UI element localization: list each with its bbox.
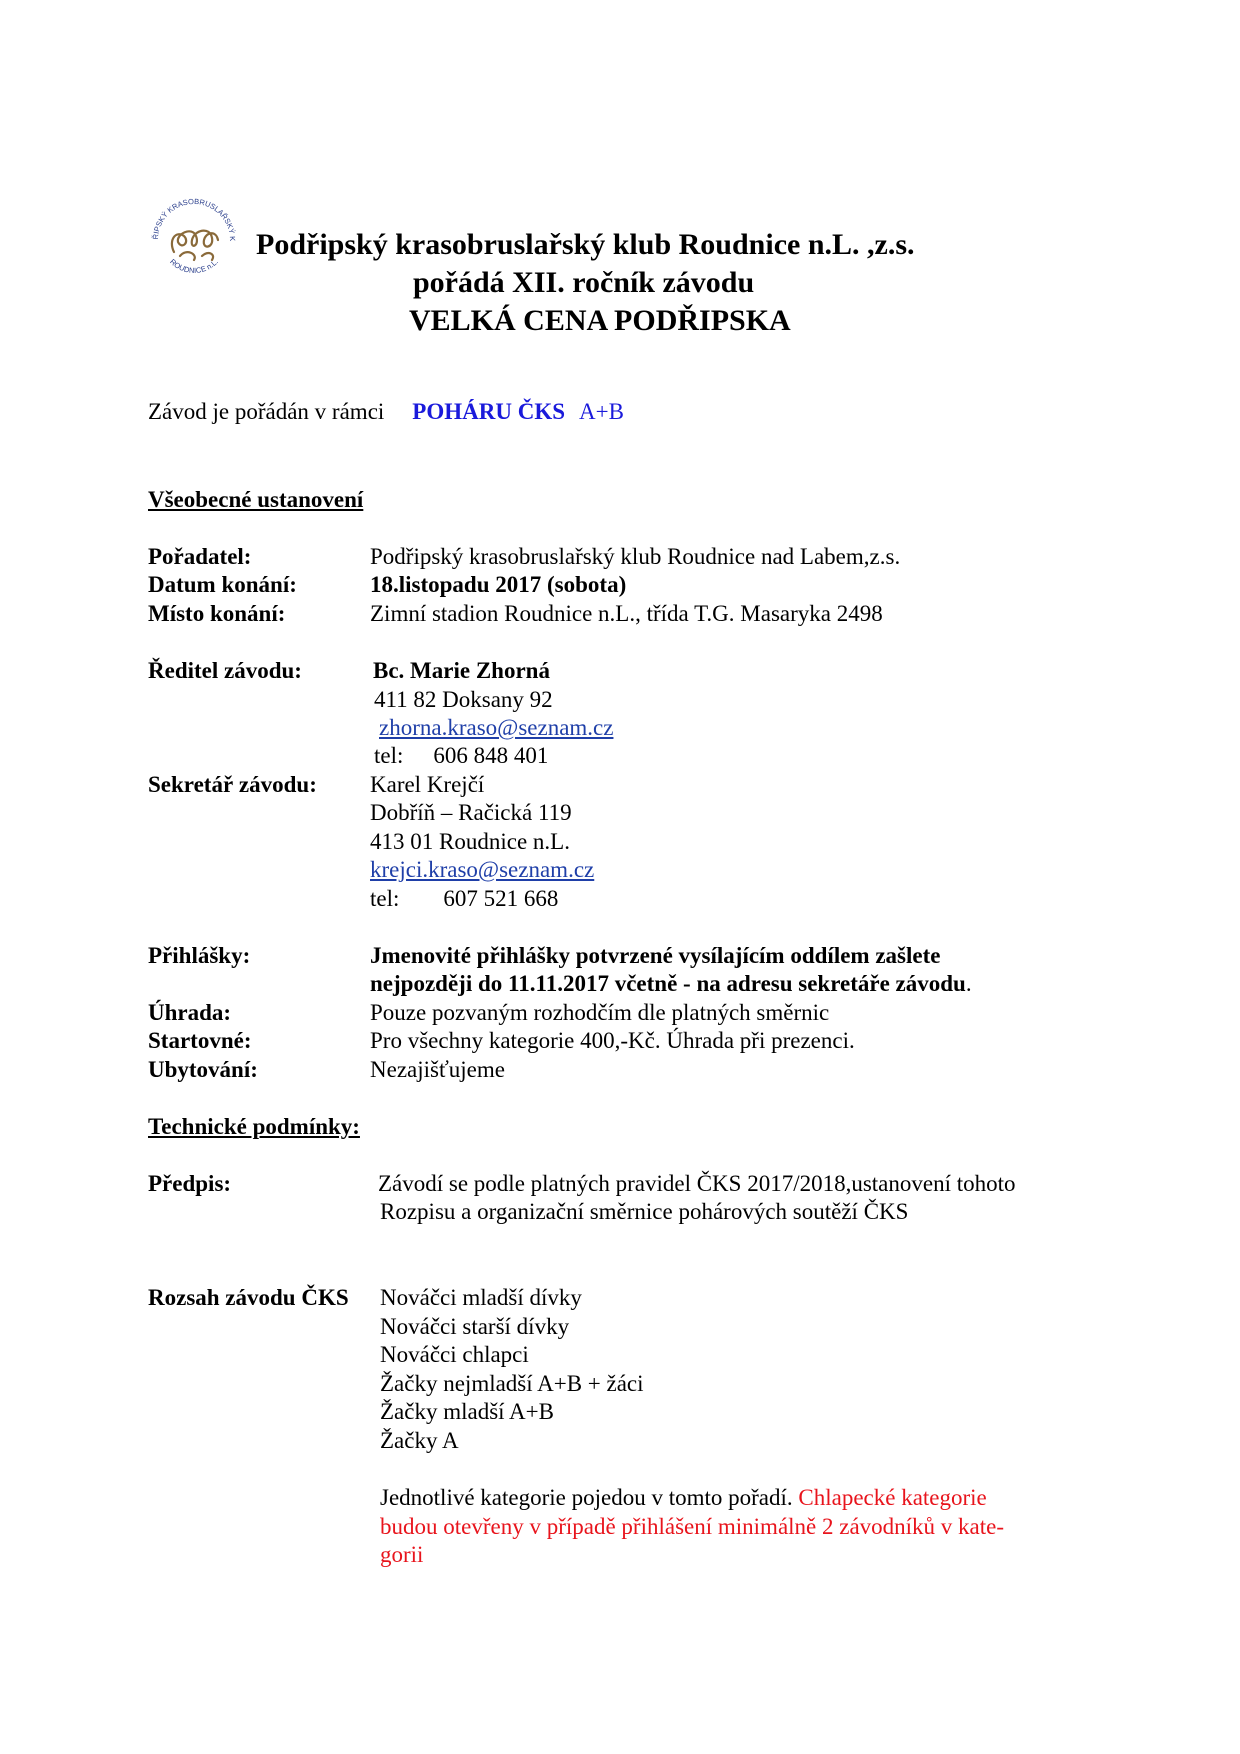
secretary-email-link[interactable]: krejci.kraso@seznam.cz bbox=[370, 857, 595, 882]
club-logo-icon bbox=[146, 190, 242, 286]
category-item: Nováčci chlapci bbox=[380, 1342, 529, 1367]
category-item: Nováčci starší dívky bbox=[380, 1314, 570, 1339]
payment-label: Úhrada: bbox=[148, 1000, 232, 1025]
scope-note-line-3: gorii bbox=[380, 1542, 424, 1567]
director-name: Bc. Marie Zhorná bbox=[373, 658, 550, 683]
category-item: Žačky nejmladší A+B + žáci bbox=[380, 1371, 644, 1396]
general-heading: Všeobecné ustanovení bbox=[148, 487, 364, 512]
place-value: Zimní stadion Roudnice n.L., třída T.G. Masaryka 2498 bbox=[370, 601, 883, 626]
fee-label: Startovné: bbox=[148, 1028, 252, 1053]
director-tel-label: tel: bbox=[374, 743, 404, 768]
rules-line-2: Rozpisu a organizační směrnice pohárových soutěží ČKS bbox=[380, 1199, 909, 1224]
payment-value: Pouze pozvaným rozhodčím dle platných směrnic bbox=[370, 1000, 830, 1025]
logo-ring-text-bottom: ROUDNICE n.L. bbox=[168, 257, 220, 276]
scope-note-line-1 bbox=[380, 1484, 987, 1512]
scope-note-order: Jednotlivé kategorie pojedou v tomto pořadí. bbox=[380, 1485, 793, 1510]
director-address: 411 82 Doksany 92 bbox=[374, 687, 553, 712]
secretary-tel bbox=[370, 885, 558, 913]
category-item: Žačky mladší A+B bbox=[380, 1399, 554, 1424]
registration-label: Přihlášky: bbox=[148, 943, 251, 968]
organizer-label: Pořadatel: bbox=[148, 544, 252, 569]
club-logo bbox=[146, 190, 242, 286]
accommodation-value: Nezajišťujeme bbox=[370, 1057, 505, 1082]
date-value: 18.listopadu 2017 (sobota) bbox=[370, 572, 627, 597]
header-line-2: pořádá XII. ročník závodu bbox=[413, 266, 755, 299]
intro-prefix: Závod je pořádán v rámci bbox=[148, 399, 385, 424]
registration-line-2 bbox=[370, 970, 972, 998]
accommodation-label: Ubytování: bbox=[148, 1057, 258, 1082]
logo-ring-text-top: ŘIPSKÝ KRASOBRUSLAŘSKÝ K bbox=[150, 196, 238, 242]
director-label: Ředitel závodu: bbox=[148, 658, 302, 683]
scope-label: Rozsah závodu ČKS bbox=[148, 1285, 349, 1310]
date-label: Datum konání: bbox=[148, 572, 297, 597]
category-item: Nováčci mladší dívky bbox=[380, 1285, 582, 1310]
logo-ribbon bbox=[172, 231, 218, 260]
place-label: Místo konání: bbox=[148, 601, 286, 626]
director-tel bbox=[374, 742, 548, 770]
intro-level: A+B bbox=[579, 399, 624, 424]
secretary-tel-label: tel: bbox=[370, 886, 400, 911]
category-item: Žačky A bbox=[380, 1428, 459, 1453]
organizer-value: Podřipský krasobruslařský klub Roudnice nad Labem,z.s. bbox=[370, 544, 901, 569]
director-tel-number: 606 848 401 bbox=[433, 743, 549, 768]
registration-line-1: Jmenovité přihlášky potvrzené vysílajícím oddílem zašlete bbox=[370, 943, 941, 968]
secretary-label: Sekretář závodu: bbox=[148, 772, 317, 797]
rules-label: Předpis: bbox=[148, 1171, 232, 1196]
fee-value: Pro všechny kategorie 400,-Kč. Úhrada při prezenci. bbox=[370, 1028, 855, 1053]
registration-line-2-end: . bbox=[965, 971, 972, 996]
secretary-name: Karel Krejčí bbox=[370, 772, 485, 797]
registration-line-2-text: nejpozději do 11.11.2017 včetně - na adresu sekretáře závodu bbox=[370, 971, 966, 996]
scope-note-line-2: budou otevřeny v případě přihlášení minimálně 2 závodníků v kate- bbox=[380, 1514, 1005, 1539]
director-email-link[interactable]: zhorna.kraso@seznam.cz bbox=[379, 715, 614, 740]
secretary-tel-number: 607 521 668 bbox=[443, 886, 559, 911]
intro-cup: POHÁRU ČKS bbox=[412, 399, 565, 424]
intro-text bbox=[148, 398, 624, 426]
header-line-1: Podřipský krasobruslařský klub Roudnice n.L. ,z.s. bbox=[256, 228, 915, 261]
svg-text:PODŘIPSKÝ KRASOBRUSLAŘSKÝ KLUB bbox=[146, 190, 237, 241]
secretary-city: 413 01 Roudnice n.L. bbox=[370, 829, 570, 854]
scope-note-boys: Chlapecké kategorie bbox=[798, 1485, 987, 1510]
technical-heading: Technické podmínky: bbox=[148, 1114, 360, 1139]
secretary-street: Dobříň – Račická 119 bbox=[370, 800, 572, 825]
header-line-3: VELKÁ CENA PODŘIPSKA bbox=[409, 304, 791, 337]
rules-line-1: Závodí se podle platných pravidel ČKS 2017/2018,ustanovení tohoto bbox=[378, 1171, 1016, 1196]
